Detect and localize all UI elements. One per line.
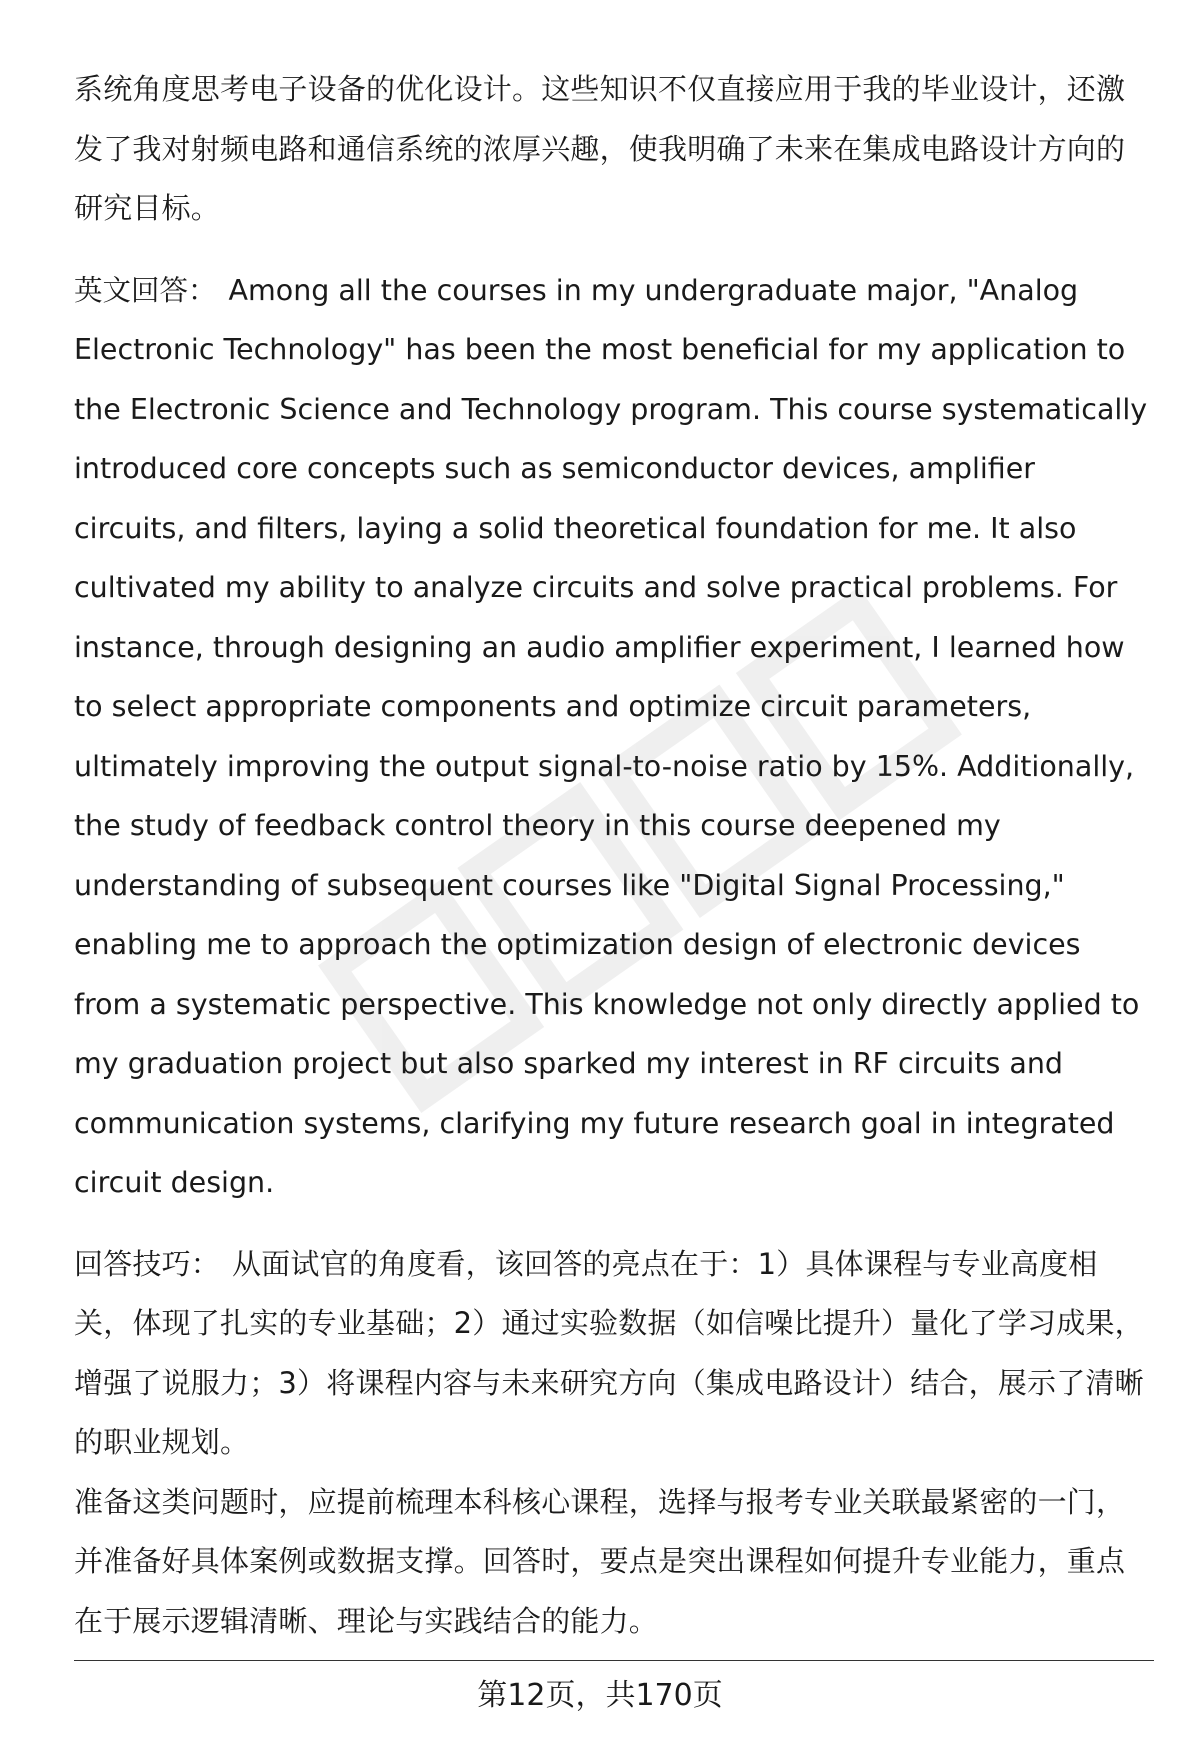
tips-label: 回答技巧： [74,1246,221,1281]
footer-divider [74,1660,1154,1661]
english-answer-paragraph [74,261,1154,1213]
english-answer-text: Among all the courses in my undergraduate major, "Analog Electronic Technology" has been the most beneficial for my application to the Electronic Science and Technology program. This course systematically introduced core concepts such as semiconductor devices, amplifier circuits, and filters, laying a solid theoretical foundation for me. It also cultivated my ability to analyze circuits and solve practical problems. For instance, through designing an audio amplifier experiment, I learned how to select appropriate components and optimize circuit parameters, ultimately improving the output signal-to-noise ratio by 15%. Additionally, the study of feedback control theory in this course deepened my understanding of subsequent courses like "Digital Signal Processing," enabling me to approach the optimization design of electronic devices from a systematic perspective. This knowledge not only directly applied to my graduation project but also sparked my interest in RF circuits and communication systems, clarifying my future research goal in integrated circuit design. [74,273,1148,1199]
english-answer-label: 英文回答： [74,273,217,307]
page-indicator: 第12页，共170页 [477,1678,723,1713]
tips-paragraph [74,1235,1154,1473]
tips-text: 从面试官的角度看，该回答的亮点在于：1）具体课程与专业高度相关，体现了扎实的专业基础；2）通过实验数据（如信噪比提升）量化了学习成果，增强了说服力；3）将课程内容与未来研究方向（集成电路设计）结合，展示了清晰的职业规划。 [74,1246,1144,1459]
preparation-paragraph: 准备这类问题时，应提前梳理本科核心课程，选择与报考专业关联最紧密的一门，并准备好具体案例或数据支撑。回答时，要点是突出课程如何提升专业能力，重点在于展示逻辑清晰、理论与实践结合的能力。 [74,1484,1126,1638]
intro-paragraph: 系统角度思考电子设备的优化设计。这些知识不仅直接应用于我的毕业设计，还激发了我对射频电路和通信系统的浓厚兴趣，使我明确了未来在集成电路设计方向的研究目标。 [74,72,1126,225]
document-body [74,60,1154,1651]
